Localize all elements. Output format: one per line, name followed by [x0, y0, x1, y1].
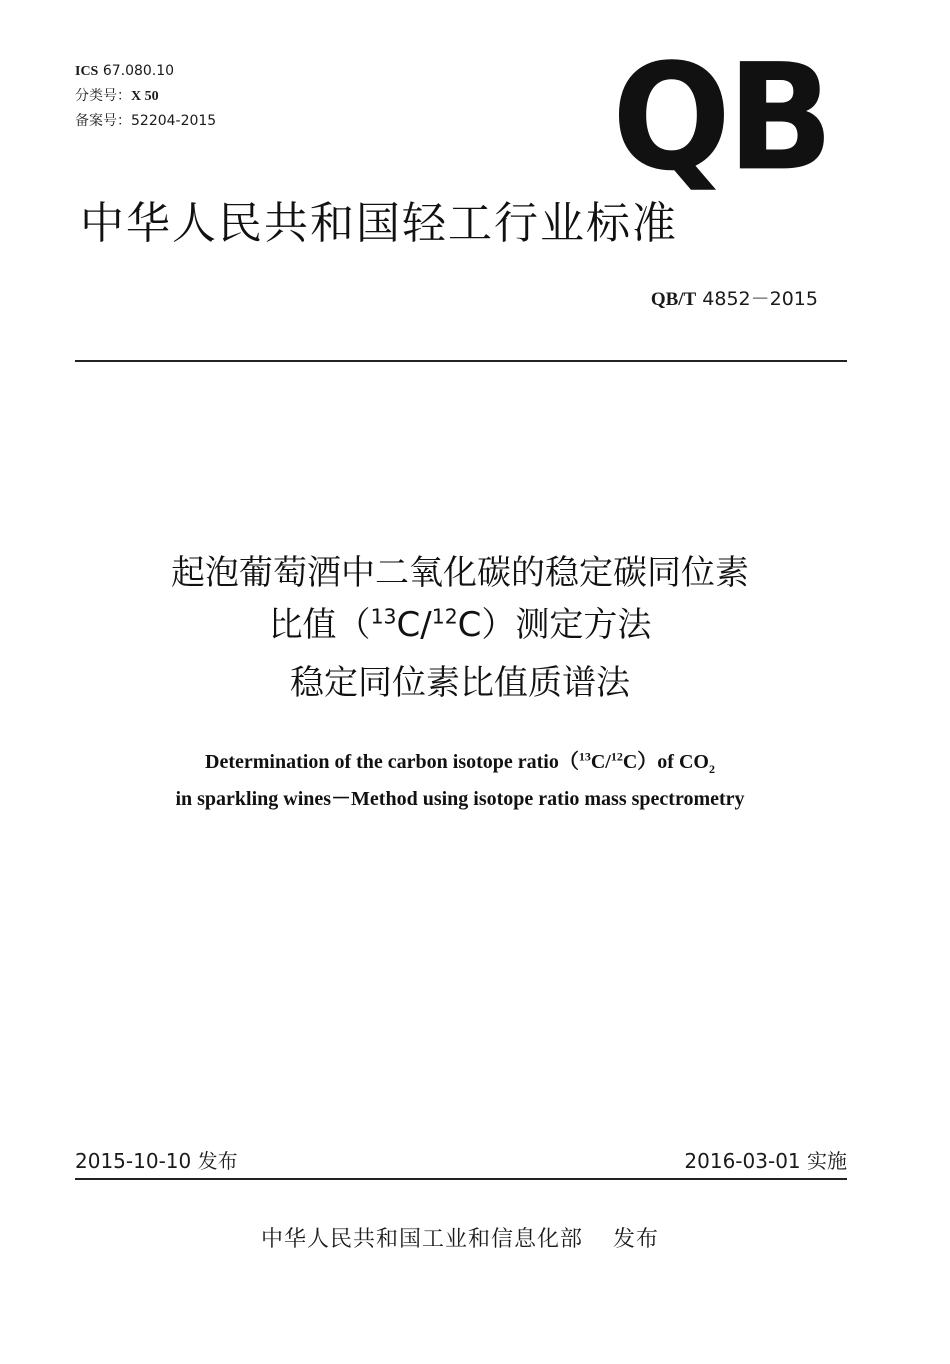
filing-line	[75, 112, 216, 130]
chinese-title-sup1: 13	[370, 604, 397, 629]
chinese-title-line2-mid: C/	[396, 605, 432, 645]
standard-code-number: 4852－2015	[702, 288, 818, 310]
english-title-mid: C/	[590, 751, 611, 773]
chinese-title-line2-post: C）测定方法	[457, 605, 652, 645]
issue-date: 2015-10-10 发布	[75, 1149, 238, 1173]
chinese-title-sup2: 12	[431, 604, 458, 629]
ics-value: 67.080.10	[102, 63, 175, 79]
publisher-line	[0, 1222, 920, 1253]
filing-value: 52204-2015	[131, 113, 217, 129]
top-divider	[75, 360, 847, 362]
category-line	[75, 87, 159, 106]
ics-label: ICS	[75, 64, 99, 79]
english-title-line1-post: C）of CO	[622, 751, 709, 773]
ics-line	[75, 62, 174, 81]
publisher-action: 发布	[613, 1227, 660, 1252]
filing-label: 备案号：	[75, 113, 131, 129]
english-title-sup1: 13	[578, 749, 591, 764]
standard-code-prefix: QB/T	[650, 289, 697, 310]
publisher-name: 中华人民共和国工业和信息化部	[260, 1227, 583, 1252]
chinese-title-line1: 起泡葡萄酒中二氧化碳的稳定碳同位素	[171, 553, 749, 593]
chinese-title-line2	[0, 598, 920, 652]
english-title-line1	[0, 745, 920, 779]
english-title-line1-pre: Determination of the carbon isotope ratio（	[205, 751, 579, 773]
chinese-title-line3: 稳定同位素比值质谱法	[290, 663, 630, 703]
bottom-divider	[75, 1178, 847, 1180]
english-title-sup2: 12	[610, 749, 623, 764]
chinese-title-line2-pre: 比值（	[268, 605, 371, 645]
implement-date: 2016-03-01 实施	[684, 1149, 847, 1173]
category-label: 分类号：	[75, 88, 131, 104]
qb-logo: QB	[612, 32, 830, 205]
standard-code	[651, 284, 818, 311]
standard-title: 中华人民共和国轻工行业标准	[80, 198, 678, 249]
english-title-line2: in sparkling wines－Method using isotope ratio mass spectrometry	[175, 788, 745, 810]
category-value: X 50	[131, 89, 159, 104]
english-title-sub: 2	[708, 762, 715, 776]
